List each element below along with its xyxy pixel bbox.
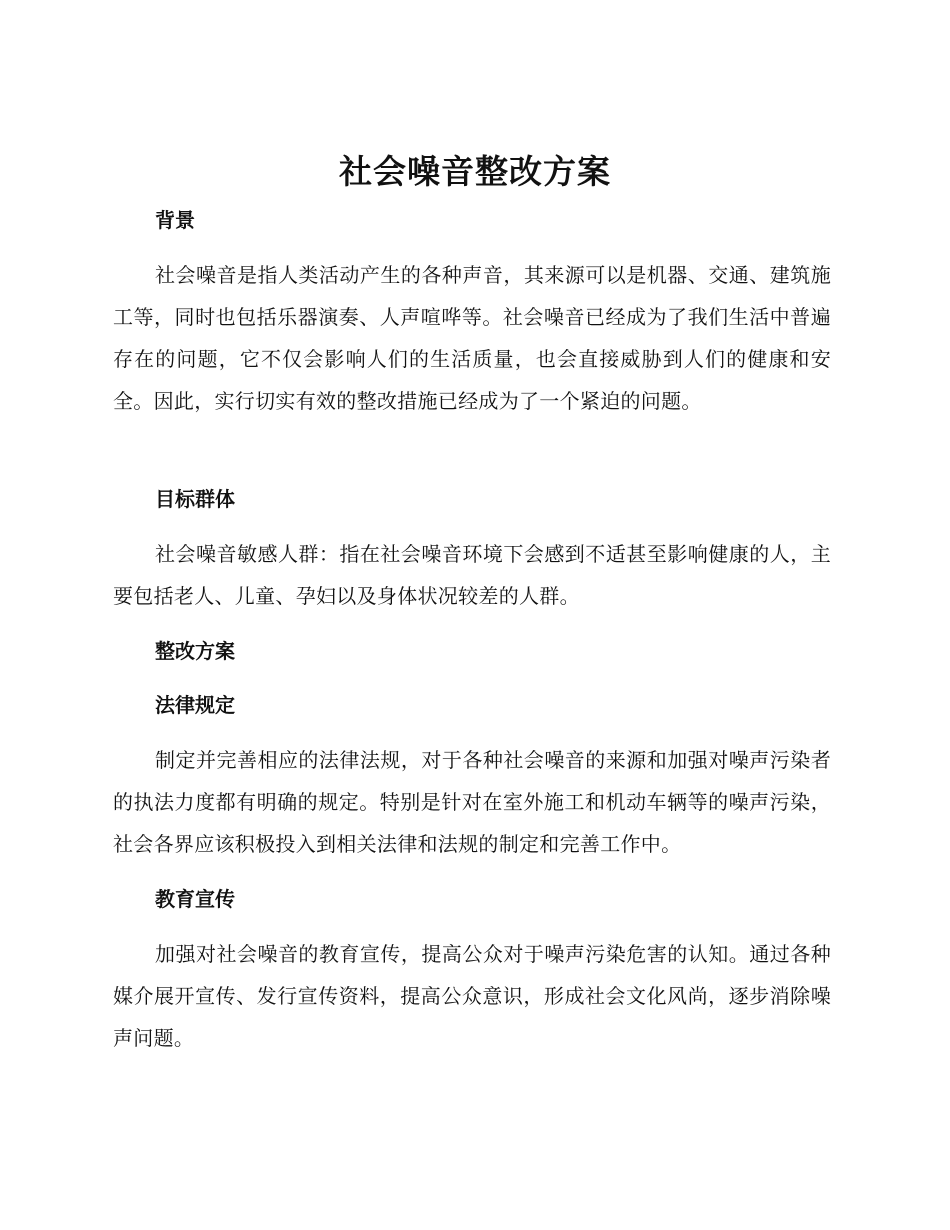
section-heading-law: 法律规定 xyxy=(155,693,235,717)
section-heading-plan: 整改方案 xyxy=(155,639,235,663)
section-heading-target-group: 目标群体 xyxy=(155,487,235,511)
section-paragraph-education: 加强对社会噪音的教育宣传，提高公众对于噪声污染危害的认知。通过各种媒介展开宣传、发行宣传资料，提高公众意识，形成社会文化风尚，逐步消除噪声问题。 xyxy=(113,942,831,1050)
section-heading-education: 教育宣传 xyxy=(155,887,235,911)
section-paragraph-target-group: 社会噪音敏感人群：指在社会噪音环境下会感到不适甚至影响健康的人，主要包括老人、儿童、孕妇以及身体状况较差的人群。 xyxy=(113,542,831,608)
section-heading-background: 背景 xyxy=(155,208,195,232)
section-paragraph-background: 社会噪音是指人类活动产生的各种声音，其来源可以是机器、交通、建筑施工等，同时也包括乐器演奏、人声喧哗等。社会噪音已经成为了我们生活中普遍存在的问题，它不仅会影响人们的生活质量，也会直接威胁到人们的健康和安全。因此，实行切实有效的整改措施已经成为了一个紧迫的问题。 xyxy=(113,263,831,413)
document-title: 社会噪音整改方案 xyxy=(339,152,611,191)
section-paragraph-law: 制定并完善相应的法律法规，对于各种社会噪音的来源和加强对噪声污染者的执法力度都有明确的规定。特别是针对在室外施工和机动车辆等的噪声污染，社会各界应该积极投入到相关法律和法规的制定和完善工作中。 xyxy=(113,748,831,856)
